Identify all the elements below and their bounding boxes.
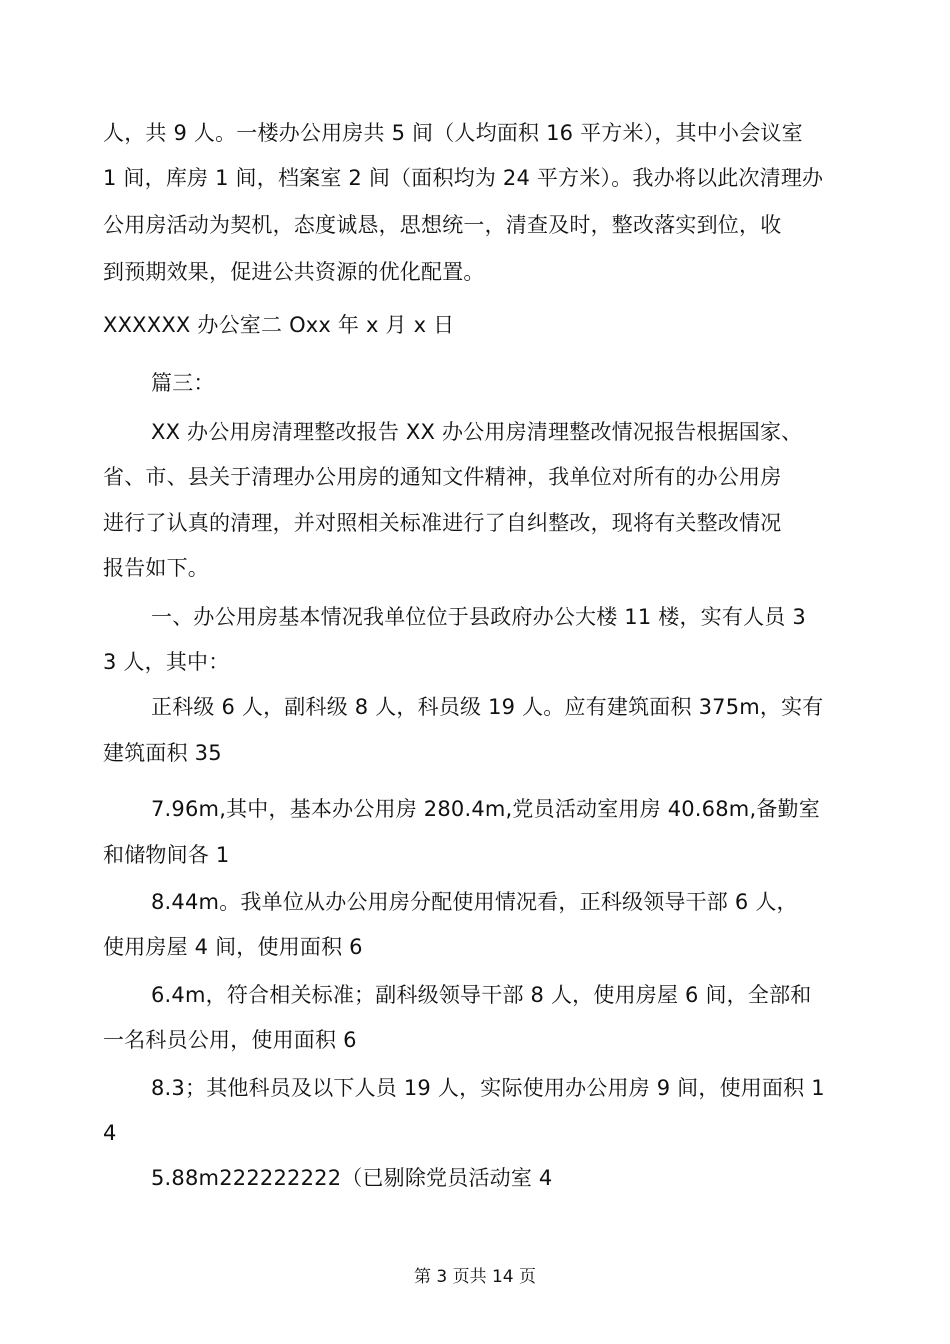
- page-number-footer: 第 3 页共 14 页: [413, 1267, 537, 1287]
- paragraph-line: 使用房屋 4 间，使用面积 6: [103, 935, 363, 959]
- paragraph-line: 4: [103, 1121, 117, 1145]
- paragraph-line: 8.44m。我单位从办公用房分配使用情况看，正科级领导干部 6 人，: [151, 890, 798, 914]
- paragraph-line: 省、市、县关于清理办公用房的通知文件精神，我单位对所有的办公用房: [103, 465, 782, 489]
- paragraph-line: 到预期效果，促进公共资源的优化配置。: [103, 260, 485, 284]
- paragraph-line: 1 间，库房 1 间，档案室 2 间（面积均为 24 平方米）。我办将以此次清理办: [103, 166, 824, 190]
- paragraph-line: 一名科员公用，使用面积 6: [103, 1028, 357, 1052]
- paragraph-line: 和储物间各 1: [103, 843, 230, 867]
- section-heading: 篇三：: [151, 371, 215, 395]
- signature-line: XXXXXX 办公室二 Oxx 年 x 月 x 日: [103, 313, 455, 337]
- paragraph-line: 进行了认真的清理，并对照相关标准进行了自纠整改，现将有关整改情况: [103, 511, 782, 535]
- paragraph-line: 正科级 6 人，副科级 8 人，科员级 19 人。应有建筑面积 375m，实有: [151, 695, 824, 719]
- paragraph-line: 3 人，其中：: [103, 650, 230, 674]
- paragraph-line: 8.3；其他科员及以下人员 19 人，实际使用办公用房 9 间，使用面积 1: [151, 1076, 825, 1100]
- paragraph-line: 人，共 9 人。一楼办公用房共 5 间（人均面积 16 平方米），其中小会议室: [103, 121, 803, 145]
- paragraph-line: 报告如下。: [103, 556, 209, 580]
- paragraph-line: 一、办公用房基本情况我单位位于县政府办公大楼 11 楼，实有人员 3: [151, 605, 806, 629]
- paragraph-line: XX 办公用房清理整改报告 XX 办公用房清理整改情况报告根据国家、: [151, 420, 803, 444]
- paragraph-line: 7.96m,其中，基本办公用房 280.4m,党员活动室用房 40.68m,备勤室: [151, 797, 820, 821]
- paragraph-line: 6.4m，符合相关标准；副科级领导干部 8 人，使用房屋 6 间，全部和: [151, 983, 812, 1007]
- paragraph-line: 公用房活动为契机，态度诚恳，思想统一，清查及时，整改落实到位，收: [103, 213, 782, 237]
- paragraph-line: 建筑面积 35: [103, 741, 222, 765]
- paragraph-line: 5.88m222222222（已剔除党员活动室 4: [151, 1166, 553, 1190]
